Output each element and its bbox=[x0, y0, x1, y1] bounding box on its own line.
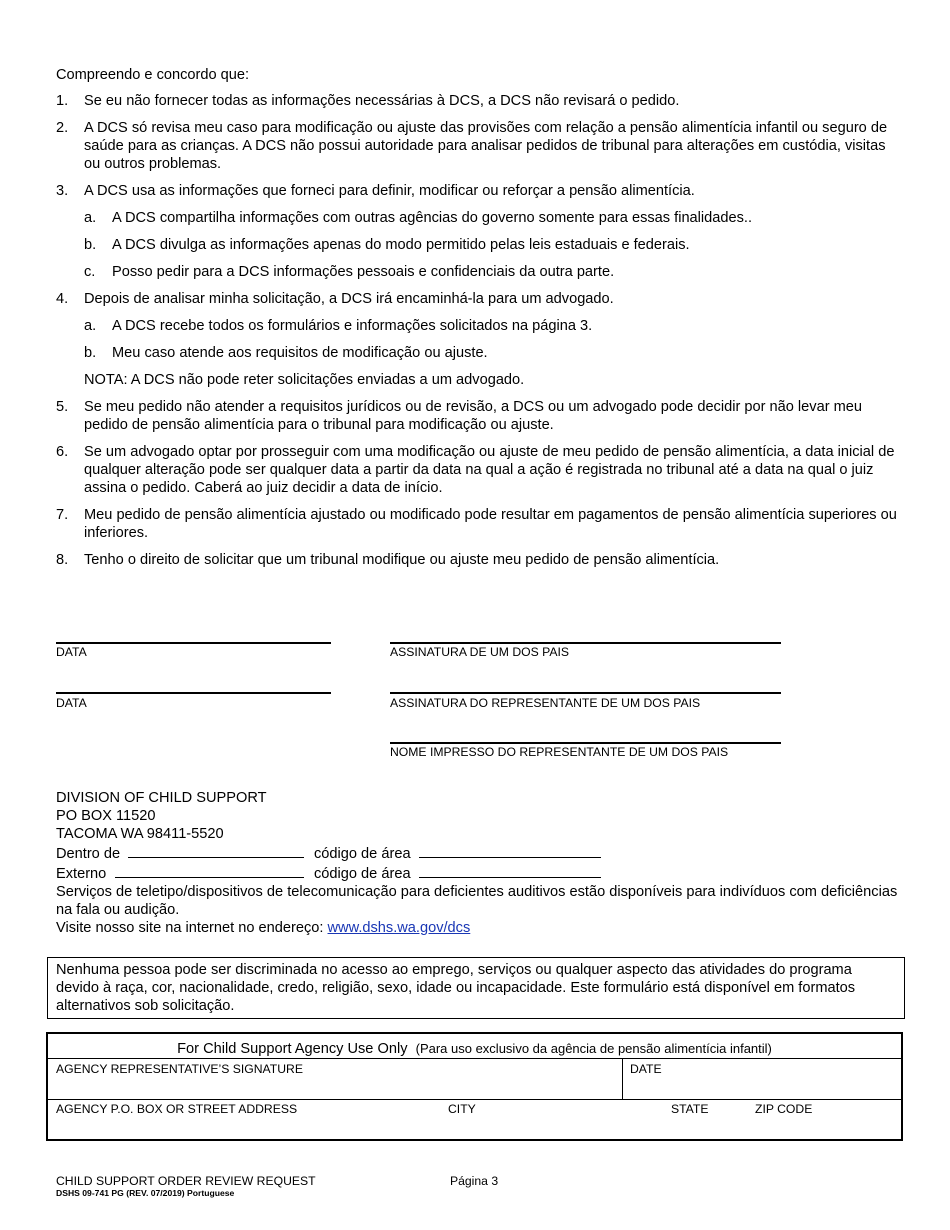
area-code-label-1: código de área bbox=[314, 846, 411, 862]
item-text: Se meu pedido não atender a requisitos jurídicos ou de revisão, a DCS ou um advogado pode decidir por não levar meu pedido de pensão alimentícia para o tribunal para modificação ou ajuste. bbox=[84, 399, 863, 433]
agency-rep-signature-label: AGENCY REPRESENTATIVE’S SIGNATURE bbox=[56, 1062, 303, 1076]
item-text: Tenho o direito de solicitar que um tribunal modifique ou ajuste meu pedido de pensão alimentícia. bbox=[84, 552, 720, 568]
item-number: 5. bbox=[56, 399, 69, 415]
parent-signature-label: ASSINATURA DE UM DOS PAIS bbox=[390, 645, 570, 659]
agency-title-en: For Child Support Agency Use Only bbox=[177, 1041, 408, 1057]
item-number: 2. bbox=[56, 120, 69, 136]
sub-item-letter: b. bbox=[84, 237, 97, 253]
date-line-1[interactable] bbox=[56, 642, 331, 644]
page-number: Página 3 bbox=[450, 1174, 499, 1188]
parent-signature-line[interactable] bbox=[390, 642, 781, 644]
list-item bbox=[56, 290, 901, 389]
agency-use-box bbox=[46, 1032, 903, 1141]
inside-phone-row bbox=[56, 843, 916, 863]
item-text: A DCS usa as informações que forneci para definir, modificar ou reforçar a pensão alimentícia. bbox=[84, 183, 695, 199]
rep-printed-name-label: NOME IMPRESSO DO REPRESENTANTE DE UM DOS PAIS bbox=[390, 745, 729, 759]
website-link[interactable]: www.dshs.wa.gov/dcs bbox=[327, 920, 471, 936]
sub-item bbox=[84, 209, 901, 227]
item-number: 3. bbox=[56, 183, 69, 199]
item-text: Se um advogado optar por prosseguir com uma modificação ou ajuste de meu pedido de pensão alimentícia, a data inicial de qualquer alteração pode ser qualquer data a partir da data na qual a ação é registrada no tribunal até a data na qual o juiz assina o pedido. Caberá ao juiz decidir a data de início. bbox=[84, 444, 895, 496]
sub-item-letter: a. bbox=[84, 210, 97, 226]
list-item bbox=[56, 398, 901, 434]
agency-divider-middle bbox=[48, 1099, 901, 1100]
area-code-blank-2[interactable] bbox=[419, 863, 601, 878]
agency-date-label: DATE bbox=[630, 1062, 662, 1076]
sub-item-text: A DCS recebe todos os formulários e informações solicitados na página 3. bbox=[112, 318, 593, 334]
footer-form-code: DSHS 09-741 PG (REV. 07/2019) Portuguese bbox=[56, 1188, 235, 1198]
list-item bbox=[56, 551, 901, 569]
list-item bbox=[56, 506, 901, 542]
website-row bbox=[56, 919, 916, 937]
rep-printed-name-line[interactable] bbox=[390, 742, 781, 744]
sub-item bbox=[84, 317, 901, 335]
agency-box-title bbox=[48, 1040, 901, 1058]
rep-signature-line[interactable] bbox=[390, 692, 781, 694]
date-line-2[interactable] bbox=[56, 692, 331, 694]
sub-item-text: Posso pedir para a DCS informações pessoais e confidenciais da outra parte. bbox=[112, 264, 615, 280]
item-number: 6. bbox=[56, 444, 69, 460]
list-item bbox=[56, 182, 901, 281]
address-line-2: PO BOX 11520 bbox=[56, 808, 156, 824]
area-code-blank-1[interactable] bbox=[419, 843, 601, 858]
list-item bbox=[56, 443, 901, 497]
inside-phone-blank[interactable] bbox=[128, 843, 304, 858]
item-text: Se eu não fornecer todas as informações necessárias à DCS, a DCS não revisará o pedido. bbox=[84, 93, 680, 109]
note-text: NOTA: A DCS não pode reter solicitações enviadas a um advogado. bbox=[84, 372, 525, 388]
outside-phone-row bbox=[56, 863, 916, 883]
agreement-list bbox=[56, 92, 901, 578]
list-item bbox=[56, 119, 901, 173]
contact-block bbox=[56, 789, 916, 937]
address-line-1: DIVISION OF CHILD SUPPORT bbox=[56, 790, 267, 806]
sub-item-letter: b. bbox=[84, 345, 97, 361]
inside-label: Dentro de bbox=[56, 846, 121, 862]
sub-item-text: Meu caso atende aos requisitos de modificação ou ajuste. bbox=[112, 345, 488, 361]
agency-city-label: CITY bbox=[448, 1102, 476, 1116]
item-text: Depois de analisar minha solicitação, a DCS irá encaminhá-la para um advogado. bbox=[84, 291, 614, 307]
item-text: Meu pedido de pensão alimentícia ajustado ou modificado pode resultar em pagamentos de pensão alimentícia superiores ou inferiores. bbox=[84, 507, 897, 541]
agency-state-label: STATE bbox=[671, 1102, 709, 1116]
agency-divider-vertical bbox=[622, 1058, 623, 1099]
footer-form-title: CHILD SUPPORT ORDER REVIEW REQUEST bbox=[56, 1174, 316, 1188]
area-code-label-2: código de área bbox=[314, 866, 411, 882]
rep-signature-label: ASSINATURA DO REPRESENTANTE DE UM DOS PAIS bbox=[390, 696, 701, 710]
sub-item-letter: c. bbox=[84, 264, 96, 280]
date-label-2: DATA bbox=[56, 696, 87, 710]
agency-address-label: AGENCY P.O. BOX OR STREET ADDRESS bbox=[56, 1102, 298, 1116]
sub-item bbox=[84, 263, 901, 281]
tty-text: Serviços de teletipo/dispositivos de telecomunicação para deficientes auditivos estão disponíveis para indivíduos com deficiências na fala ou audição. bbox=[56, 884, 898, 918]
item-number: 8. bbox=[56, 552, 69, 568]
item-text: A DCS só revisa meu caso para modificação ou ajuste das provisões com relação a pensão alimentícia infantil ou seguro de saúde para as crianças. A DCS não possui autoridade para analisar pedidos de tribunal para alterações em custódia, visitas ou outros problemas. bbox=[84, 120, 888, 172]
outside-label: Externo bbox=[56, 866, 107, 882]
sub-item-text: A DCS compartilha informações com outras agências do governo somente para essas finalidades.. bbox=[112, 210, 753, 226]
sub-item-text: A DCS divulga as informações apenas do modo permitido pelas leis estaduais e federais. bbox=[112, 237, 690, 253]
outside-phone-blank[interactable] bbox=[115, 863, 304, 878]
item-number: 4. bbox=[56, 291, 69, 307]
agency-title-pt: (Para uso exclusivo da agência de pensão alimentícia infantil) bbox=[415, 1041, 772, 1056]
non-discrimination-notice: Nenhuma pessoa pode ser discriminada no acesso ao emprego, serviços ou qualquer aspecto das atividades do programa devido à raça, cor, nacionalidade, credo, religião, sexo, idade ou incapacidade. Este formulário está disponível em formatos alternativos sob solicitação. bbox=[47, 957, 905, 1019]
sub-item-letter: a. bbox=[84, 318, 97, 334]
item-number: 1. bbox=[56, 93, 69, 109]
visit-text: Visite nosso site na internet no endereço: bbox=[56, 920, 328, 936]
intro-text: Compreendo e concordo que: bbox=[56, 67, 250, 83]
item-number: 7. bbox=[56, 507, 69, 523]
sub-item bbox=[84, 344, 901, 362]
sub-item bbox=[84, 236, 901, 254]
agency-zip-label: ZIP CODE bbox=[755, 1102, 813, 1116]
date-label-1: DATA bbox=[56, 645, 87, 659]
agency-divider-top bbox=[48, 1058, 901, 1059]
address-line-3: TACOMA WA 98411-5520 bbox=[56, 826, 224, 842]
list-item bbox=[56, 92, 901, 110]
